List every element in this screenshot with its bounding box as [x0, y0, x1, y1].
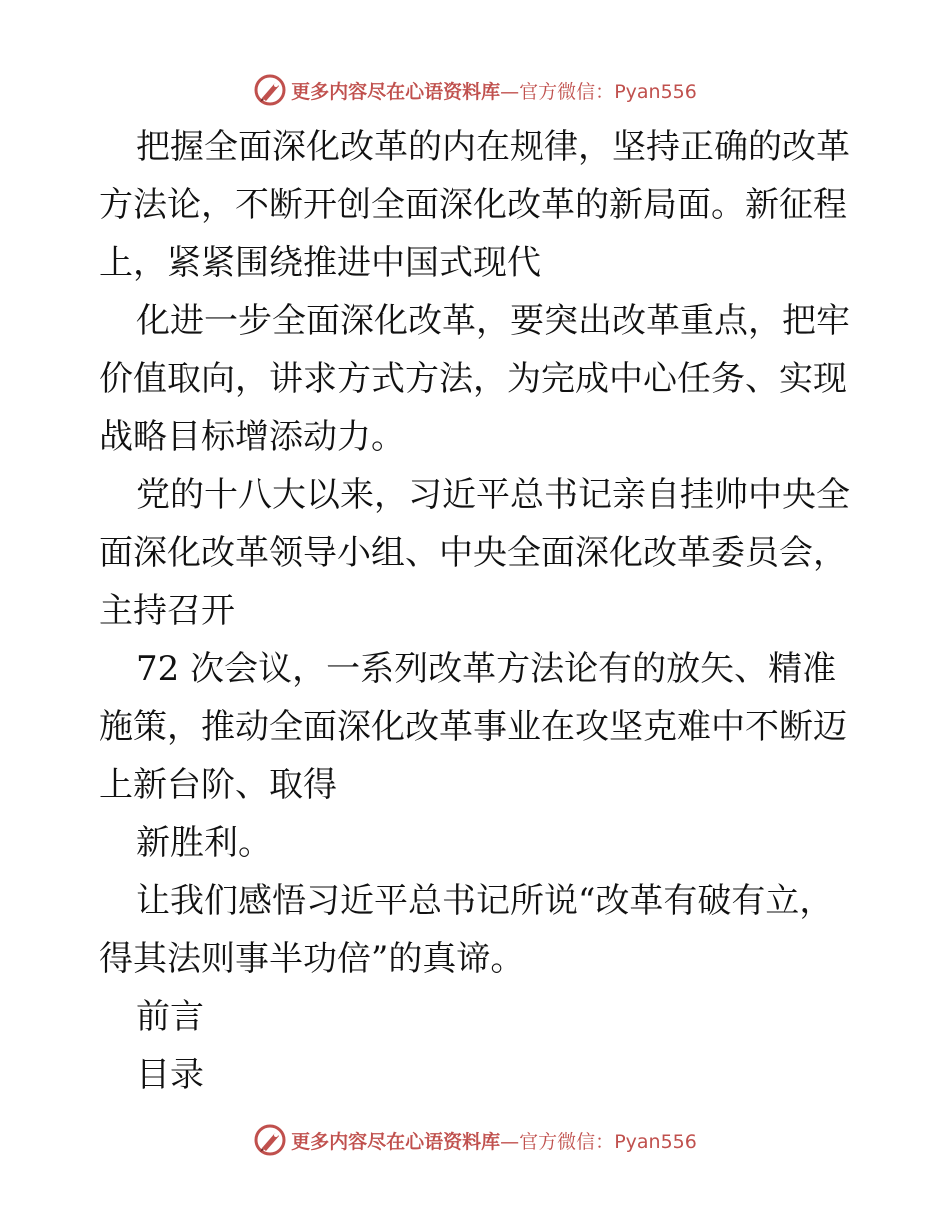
pen-logo-icon: [253, 73, 287, 107]
body-text-line: 方法论，不断开创全面深化改革的新局面。新征程: [99, 185, 847, 225]
body-text-line: 新胜利。: [136, 823, 272, 863]
footer-account: Pyan556: [614, 1130, 697, 1153]
footer-official: 官方微信：: [519, 1130, 615, 1153]
footer-brand: 更多内容尽在心语资料库: [291, 1130, 501, 1153]
body-text-line: 前言: [136, 997, 204, 1037]
body-text-line: 面深化改革领导小组、中央全面深化改革委员会，: [99, 533, 847, 573]
header-brand: 更多内容尽在心语资料库: [291, 80, 501, 103]
header-account: Pyan556: [614, 80, 697, 103]
body-text-line: 把握全面深化改革的内在规律，坚持正确的改革: [136, 127, 850, 167]
pen-logo-icon: [253, 1123, 287, 1157]
body-text-line: 党的十八大以来，习近平总书记亲自挂帅中央全: [136, 475, 850, 515]
body-text-line: 上新台阶、取得: [99, 765, 337, 805]
body-text-line: 72 次会议，一系列改革方法论有的放矢、精准: [136, 649, 837, 689]
body-text-line: 化进一步全面深化改革，要突出改革重点，把牢: [136, 301, 850, 341]
footer-banner: [0, 1120, 950, 1160]
body-text-line: 战略目标增添动力。: [99, 417, 405, 457]
body-text-line: 施策，推动全面深化改革事业在攻坚克难中不断迈: [99, 707, 847, 747]
body-text-line: 上，紧紧围绕推进中国式现代: [99, 243, 541, 283]
footer-banner-text: [291, 1127, 697, 1154]
body-text-line: 价值取向，讲求方式方法，为完成中心任务、实现: [99, 359, 847, 399]
header-banner-text: [291, 77, 697, 104]
footer-dash: —: [500, 1130, 520, 1153]
header-banner: [0, 70, 950, 110]
document-body: [99, 118, 859, 1104]
body-text-line: 主持召开: [99, 591, 235, 631]
body-text-line: 得其法则事半功倍”的真谛。: [99, 939, 525, 979]
body-text-line: 让我们感悟习近平总书记所说“改革有破有立，: [136, 881, 834, 921]
body-text-line: 目录: [136, 1055, 204, 1095]
header-dash: —: [500, 80, 520, 103]
header-official: 官方微信：: [519, 80, 615, 103]
